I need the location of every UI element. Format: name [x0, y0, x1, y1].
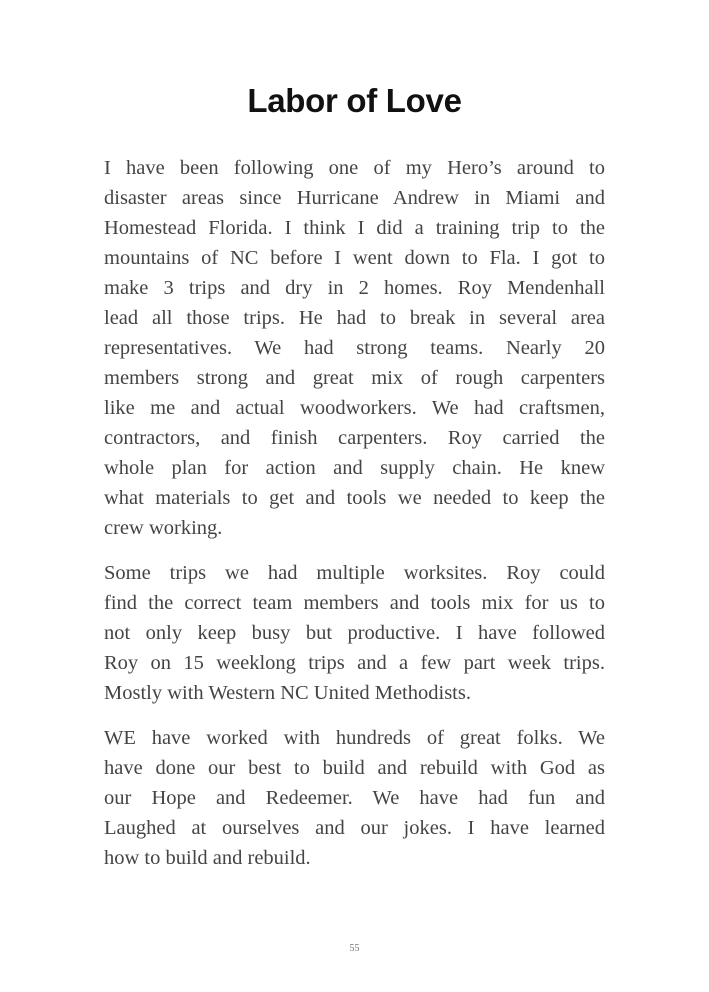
text-line: Some trips we had multiple worksites. Roy could [104, 562, 605, 584]
text-line: not only keep busy but productive. I have followed [104, 622, 605, 644]
text-line: mountains of NC before I went down to Fla. I got to [104, 247, 605, 269]
text-line: our Hope and Redeemer. We have had fun and [104, 787, 605, 809]
text-line: members strong and great mix of rough carpenters [104, 367, 605, 389]
paragraph [104, 558, 605, 708]
text-line: how to build and rebuild. [104, 847, 311, 869]
body-text [104, 153, 605, 888]
text-line: contractors, and finish carpenters. Roy carried the [104, 427, 605, 449]
text-line: Mostly with Western NC United Methodists. [104, 682, 471, 704]
text-line: like me and actual woodworkers. We had craftsmen, [104, 397, 605, 419]
text-line: Roy on 15 weeklong trips and a few part week trips. [104, 652, 605, 674]
text-line: lead all those trips. He had to break in several area [104, 307, 605, 329]
text-line: Homestead Florida. I think I did a training trip to the [104, 217, 605, 239]
text-line: make 3 trips and dry in 2 homes. Roy Mendenhall [104, 277, 605, 299]
text-line: Laughed at ourselves and our jokes. I have learned [104, 817, 605, 839]
text-line: find the correct team members and tools mix for us to [104, 592, 605, 614]
text-line: I have been following one of my Hero’s around to [104, 157, 605, 179]
text-line: crew working. [104, 517, 223, 539]
text-line: have done our best to build and rebuild with God as [104, 757, 605, 779]
text-line: what materials to get and tools we needed to keep the [104, 487, 605, 509]
text-line: representatives. We had strong teams. Nearly 20 [104, 337, 605, 359]
text-line: whole plan for action and supply chain. He knew [104, 457, 605, 479]
text-line: disaster areas since Hurricane Andrew in Miami and [104, 187, 605, 209]
page-title: Labor of Love [247, 82, 462, 119]
paragraph [104, 723, 605, 873]
page-number: 55 [349, 943, 360, 954]
paragraph [104, 153, 605, 543]
text-line: WE have worked with hundreds of great folks. We [104, 727, 605, 749]
